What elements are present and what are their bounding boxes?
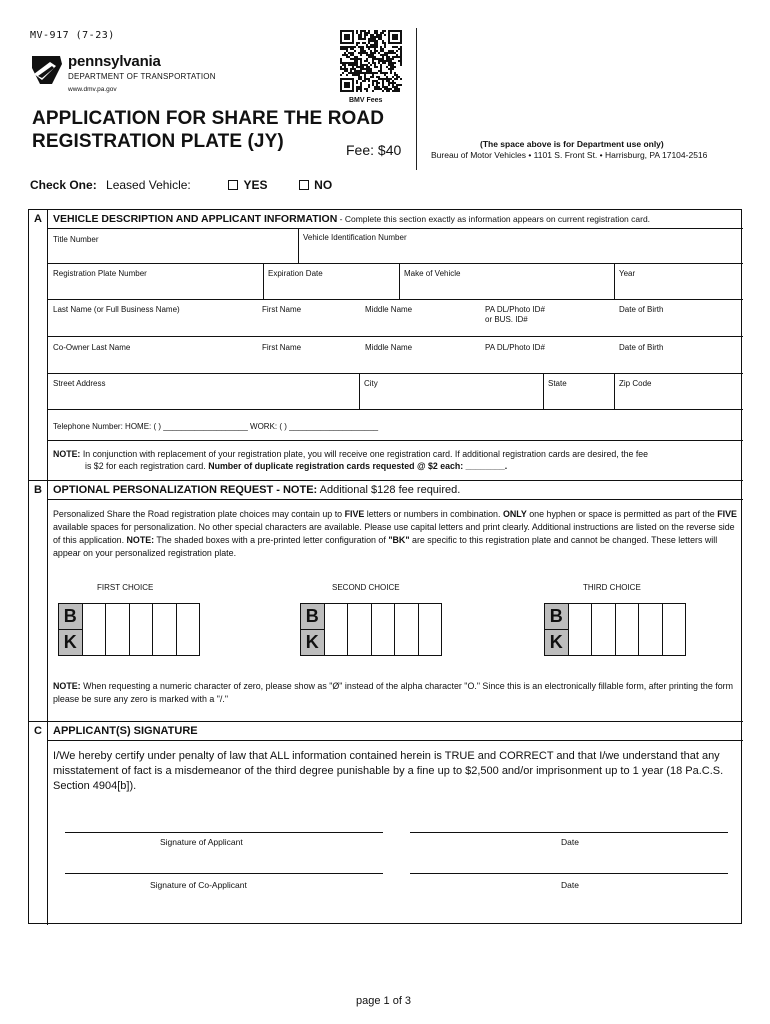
third-choice-char-4[interactable] bbox=[639, 604, 663, 655]
logo-url: www.dmv.pa.gov bbox=[68, 86, 117, 93]
second-choice-plate bbox=[300, 603, 442, 656]
leased-yes-label: YES bbox=[243, 178, 268, 192]
expiration-date-field[interactable]: Expiration Date bbox=[268, 269, 323, 278]
plate-prefix: B K bbox=[59, 604, 83, 655]
registration-card-note: NOTE: In conjunction with replacement of your registration plate, you will receive one registration card. If additional registration cards are desired, the fee is $2 for each registration card. Number of duplicate registration cards requested @ $2 each: ________. bbox=[53, 449, 649, 471]
first-name-field[interactable]: First Name bbox=[262, 305, 302, 314]
form-frame bbox=[28, 209, 742, 924]
leased-no-label: NO bbox=[314, 178, 333, 192]
page-number: page 1 of 3 bbox=[356, 995, 412, 1007]
second-choice-label: SECOND CHOICE bbox=[332, 583, 400, 592]
personalization-instructions: Personalized Share the Road registration plate choices may contain up to FIVE letters or numbers in combination. ONLY one hyphen or space is permitted as part of the FIVE available spaces for personalization. No other special characters are available. Please use capital letters and print clearly. Additional instructions are listed on the reverse side of this application. NOTE: The shaded boxes with a pre-printed letter configuration of "BK" are specific to this registration plate and cannot be changed. These letters will appear on your personalized registration plate. bbox=[53, 509, 737, 558]
second-choice-char-2[interactable] bbox=[348, 604, 372, 655]
check-one-label: Check One: bbox=[30, 178, 97, 192]
co-applicant-date-label: Date bbox=[561, 880, 579, 890]
applicant-signature-line[interactable] bbox=[65, 832, 383, 833]
co-applicant-date-line[interactable] bbox=[410, 873, 728, 874]
co-owner-pa-dl-field[interactable]: PA DL/Photo ID# bbox=[485, 343, 545, 352]
city-field[interactable]: City bbox=[364, 379, 378, 388]
second-choice-char-1[interactable] bbox=[325, 604, 349, 655]
co-owner-dob-field[interactable]: Date of Birth bbox=[619, 343, 664, 352]
pa-dl-field[interactable]: PA DL/Photo ID# bbox=[485, 305, 545, 314]
telephone-field[interactable]: Telephone Number: HOME: ( ) ___________________ WORK: ( ) ____________________ bbox=[53, 422, 379, 431]
first-choice-char-4[interactable] bbox=[153, 604, 177, 655]
third-choice-char-2[interactable] bbox=[592, 604, 616, 655]
first-choice-char-1[interactable] bbox=[83, 604, 107, 655]
applicant-signature-label: Signature of Applicant bbox=[160, 837, 243, 847]
co-applicant-signature-line[interactable] bbox=[65, 873, 383, 874]
first-choice-char-5[interactable] bbox=[177, 604, 201, 655]
applicant-date-label: Date bbox=[561, 837, 579, 847]
department-use-note: (The space above is for Department use only) bbox=[480, 139, 664, 149]
bus-id-label: or BUS. ID# bbox=[485, 315, 528, 324]
second-choice-char-4[interactable] bbox=[395, 604, 419, 655]
year-field[interactable]: Year bbox=[619, 269, 636, 278]
first-choice-char-3[interactable] bbox=[130, 604, 154, 655]
third-choice-label: THIRD CHOICE bbox=[583, 583, 641, 592]
section-a-letter: A bbox=[34, 213, 42, 225]
logo-department: DEPARTMENT OF TRANSPORTATION bbox=[68, 72, 216, 81]
co-owner-middle-name-field[interactable]: Middle Name bbox=[365, 343, 413, 352]
leased-vehicle-row bbox=[30, 178, 332, 192]
state-field[interactable]: State bbox=[548, 379, 567, 388]
co-owner-last-name-field[interactable]: Co-Owner Last Name bbox=[53, 343, 131, 352]
bureau-address: Bureau of Motor Vehicles • 1101 S. Front St. • Harrisburg, PA 17104-2516 bbox=[431, 150, 708, 160]
plate-prefix: B K bbox=[545, 604, 569, 655]
section-b-letter: B bbox=[34, 484, 42, 496]
section-a-heading: VEHICLE DESCRIPTION AND APPLICANT INFORMATION - Complete this section exactly as information appears on current registration card. bbox=[53, 213, 651, 225]
third-choice-plate bbox=[544, 603, 686, 656]
pennsylvania-keystone-logo-icon bbox=[30, 54, 64, 86]
section-c-heading: APPLICANT(S) SIGNATURE bbox=[53, 725, 198, 737]
form-number: MV-917 (7-23) bbox=[30, 30, 115, 41]
logo-wordmark: pennsylvania bbox=[68, 53, 161, 70]
applicant-date-line[interactable] bbox=[410, 832, 728, 833]
bmv-fees-label: BMV Fees bbox=[349, 97, 383, 104]
title-number-field[interactable]: Title Number bbox=[53, 235, 99, 244]
header-divider bbox=[416, 28, 417, 170]
leased-no-checkbox[interactable] bbox=[299, 180, 309, 190]
plate-number-field[interactable]: Registration Plate Number bbox=[53, 269, 147, 278]
fee-label: Fee: $40 bbox=[346, 142, 402, 158]
zip-code-field[interactable]: Zip Code bbox=[619, 379, 652, 388]
leased-vehicle-label: Leased Vehicle: bbox=[106, 178, 191, 192]
third-choice-char-3[interactable] bbox=[616, 604, 640, 655]
section-b-heading: OPTIONAL PERSONALIZATION REQUEST - NOTE: Additional $128 fee required. bbox=[53, 484, 461, 496]
form-title-line2: REGISTRATION PLATE (JY) bbox=[32, 131, 284, 152]
second-choice-char-5[interactable] bbox=[419, 604, 443, 655]
first-choice-label: FIRST CHOICE bbox=[97, 583, 154, 592]
co-applicant-signature-label: Signature of Co-Applicant bbox=[150, 880, 247, 890]
first-choice-char-2[interactable] bbox=[106, 604, 130, 655]
qr-code-icon bbox=[340, 30, 402, 92]
section-c-letter: C bbox=[34, 725, 42, 737]
certification-statement: I/We hereby certify under penalty of law that ALL information contained herein is TRUE and CORRECT and that I/we understand that any misstatement of fact is a misdemeanor of the third degree punishable by a fine up to $2,500 and/or imprisonment up to 1 year (18 Pa.C.S. Section 4904[b]). bbox=[53, 750, 724, 792]
vin-field[interactable]: Vehicle Identification Number bbox=[303, 233, 407, 242]
date-of-birth-field[interactable]: Date of Birth bbox=[619, 305, 664, 314]
zero-character-note: NOTE: When requesting a numeric character of zero, please show as "Ø" instead of the alpha character "O." Since this is an electronically fillable form, after printing the form please be sure any zero is marked with a "/." bbox=[53, 681, 734, 704]
last-name-field[interactable]: Last Name (or Full Business Name) bbox=[53, 305, 180, 314]
third-choice-char-1[interactable] bbox=[569, 604, 593, 655]
form-title-line1: APPLICATION FOR SHARE THE ROAD bbox=[32, 108, 385, 129]
make-of-vehicle-field[interactable]: Make of Vehicle bbox=[404, 269, 461, 278]
second-choice-char-3[interactable] bbox=[372, 604, 396, 655]
co-owner-first-name-field[interactable]: First Name bbox=[262, 343, 302, 352]
third-choice-char-5[interactable] bbox=[663, 604, 687, 655]
middle-name-field[interactable]: Middle Name bbox=[365, 305, 413, 314]
plate-prefix: B K bbox=[301, 604, 325, 655]
leased-yes-checkbox[interactable] bbox=[228, 180, 238, 190]
first-choice-plate bbox=[58, 603, 200, 656]
street-address-field[interactable]: Street Address bbox=[53, 379, 106, 388]
